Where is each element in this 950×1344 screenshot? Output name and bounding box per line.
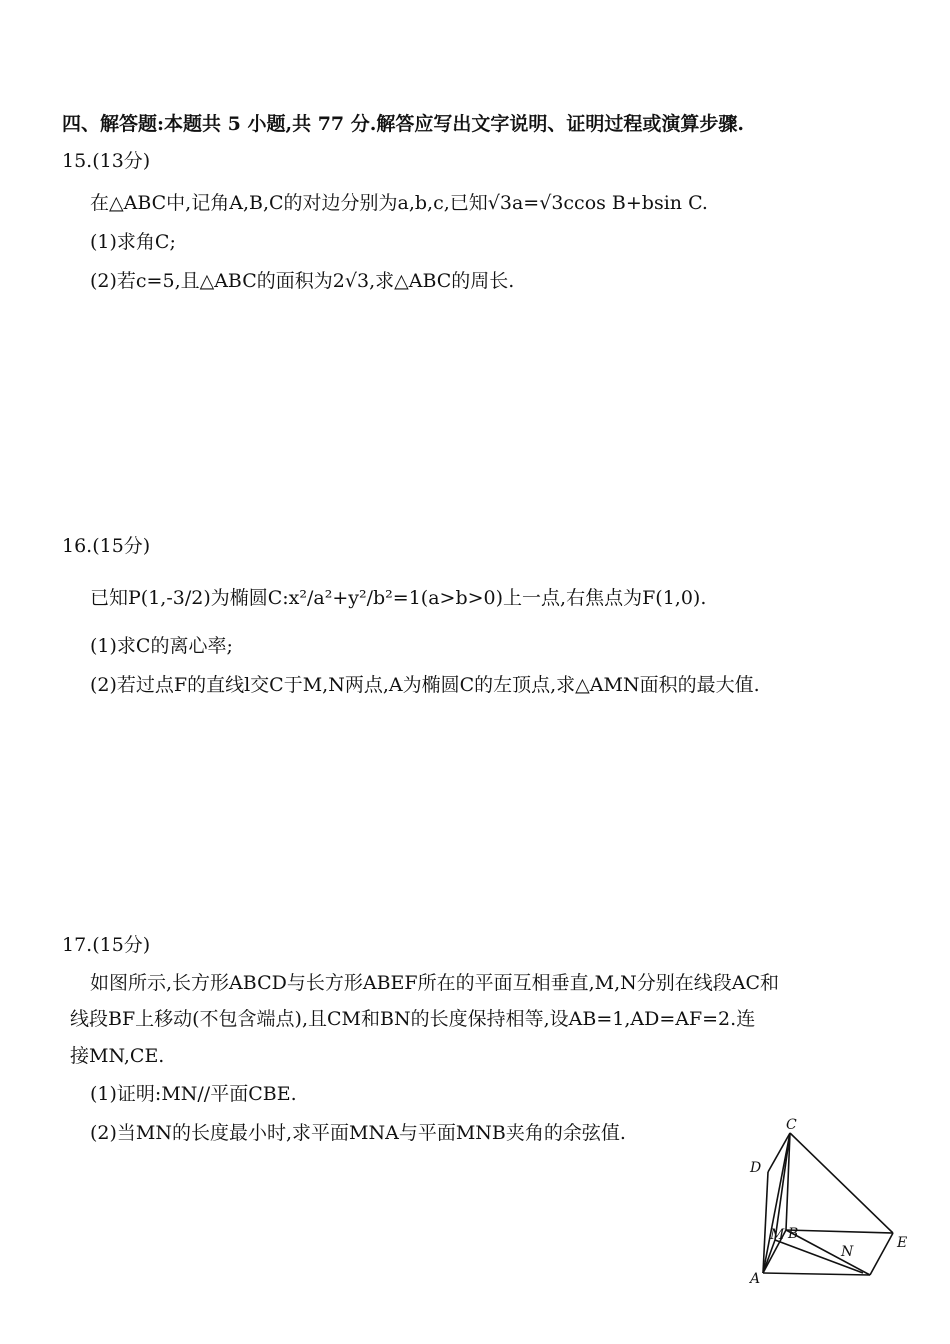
- question-16-part-1: (1)求C的离心率;: [90, 635, 233, 657]
- label-B: B: [788, 1226, 799, 1242]
- geometry-figure: [738, 1115, 918, 1285]
- section-title: 四、解答题:本题共 5 小题,共 77 分.解答应写出文字说明、证明过程或演算步骤.: [62, 113, 744, 135]
- edge-FE: [870, 1233, 893, 1275]
- question-15-part-2: (2)若c=5,且△ABC的面积为2√3,求△ABC的周长.: [90, 270, 515, 292]
- question-17-part-2: (2)当MN的长度最小时,求平面MNA与平面MNB夹角的余弦值.: [90, 1122, 626, 1144]
- question-17-stem-line-3: 接MN,CE.: [70, 1045, 165, 1067]
- question-16-number: 16.(15分): [62, 535, 151, 557]
- question-15-part-1: (1)求角C;: [90, 231, 176, 253]
- segment-BF: [786, 1230, 870, 1275]
- label-D: D: [750, 1160, 762, 1176]
- label-C: C: [786, 1117, 797, 1133]
- question-15-number: 15.(13分): [62, 150, 151, 172]
- question-17-part-1: (1)证明:MN//平面CBE.: [90, 1083, 297, 1105]
- question-17-stem-line-2: 线段BF上移动(不包含端点),且CM和BN的长度保持相等,设AB=1,AD=AF=2.连: [70, 1008, 756, 1030]
- question-17-number: 17.(15分): [62, 934, 151, 956]
- figure-edges: [763, 1133, 893, 1275]
- label-E: E: [897, 1235, 908, 1251]
- edge-BE: [786, 1230, 893, 1233]
- edge-AF: [763, 1273, 870, 1275]
- label-N: N: [841, 1244, 854, 1260]
- question-17-stem-line-1: 如图所示,长方形ABCD与长方形ABEF所在的平面互相垂直,M,N分别在线段AC和: [90, 972, 780, 994]
- question-16-stem: 已知P(1,-3/2)为椭圆C:x²/a²+y²/b²=1(a>b>0)上一点,右焦点为F(1,0).: [90, 587, 707, 609]
- edge-CE: [790, 1133, 893, 1233]
- label-M: M: [770, 1227, 785, 1243]
- question-16-part-2: (2)若过点F的直线l交C于M,N两点,A为椭圆C的左顶点,求△AMN面积的最大值.: [90, 674, 760, 696]
- label-A: A: [750, 1271, 761, 1285]
- question-15-stem: 在△ABC中,记角A,B,C的对边分别为a,b,c,已知√3a=√3ccos B+bsin C.: [90, 192, 708, 214]
